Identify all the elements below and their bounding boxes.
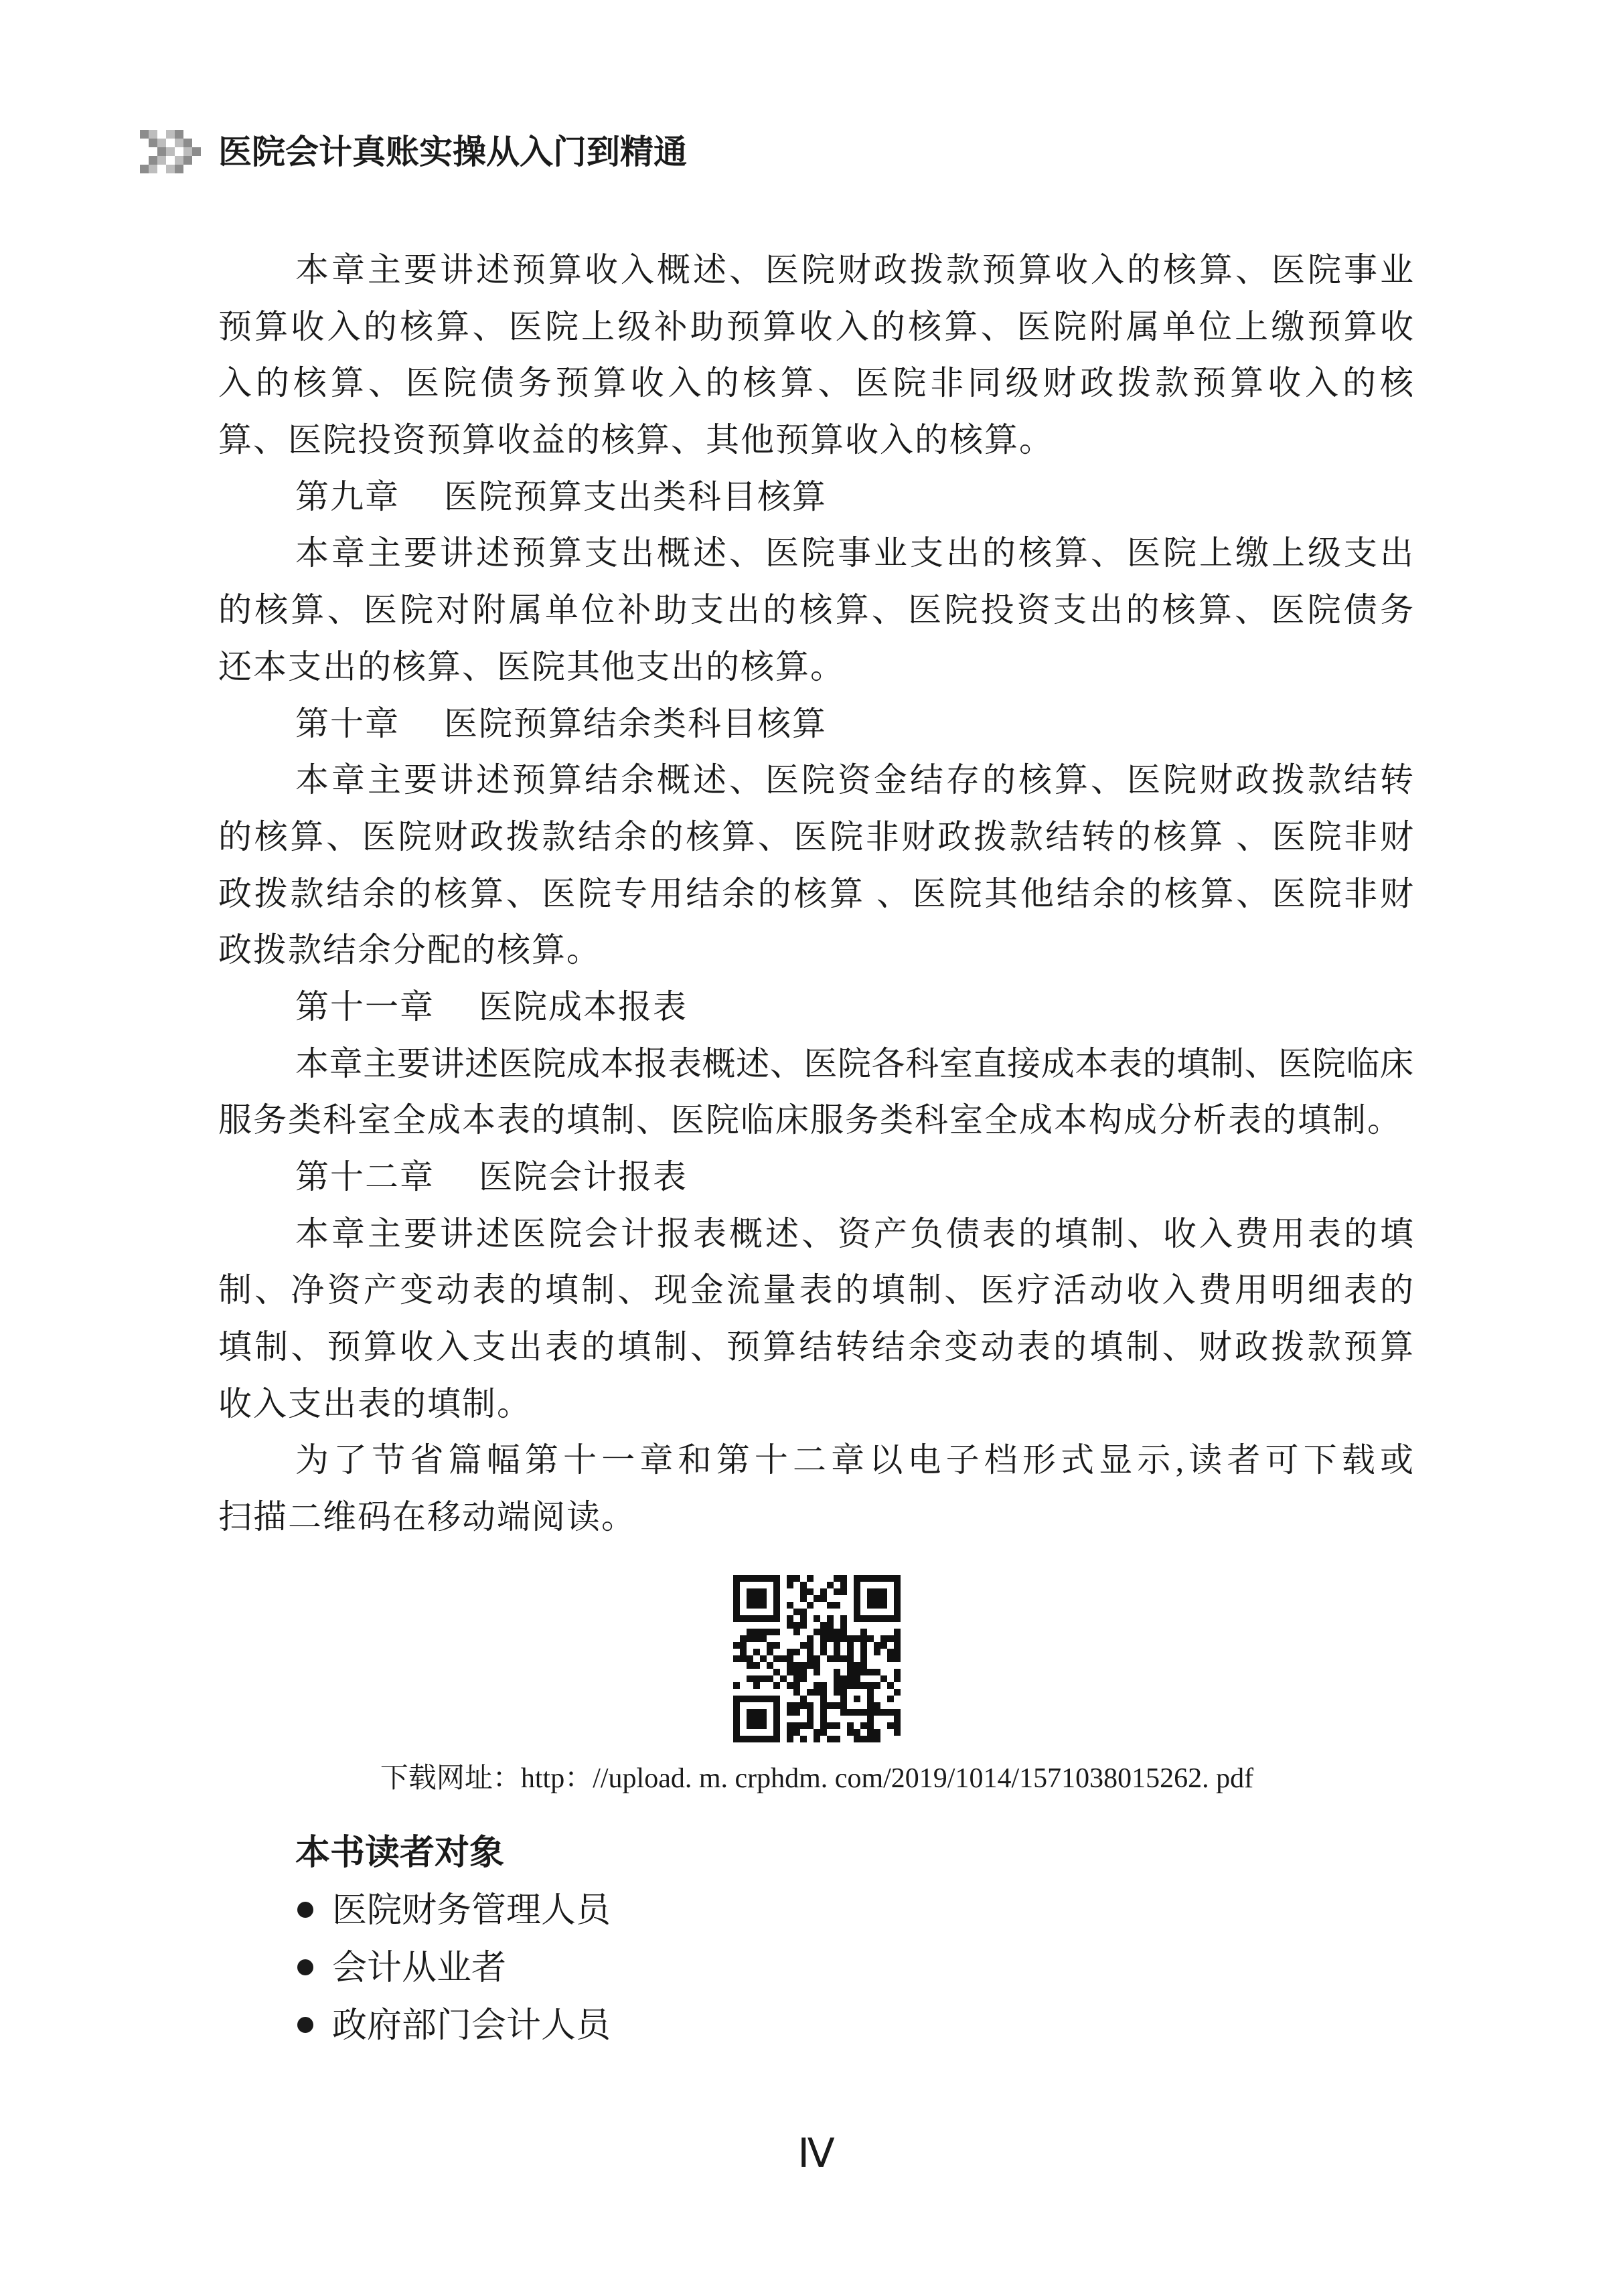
paragraph-line: 本章主要讲述预算收入概述、医院财政拨款预算收入的核算、医院事业 [295, 251, 1413, 289]
list-item-label: 政府部门会计人员 [332, 2006, 611, 2045]
chapter-heading [218, 979, 1413, 1036]
chapter-number: 第十一章 [295, 987, 435, 1026]
paragraph-line: 本章主要讲述预算支出概述、医院事业支出的核算、医院上缴上级支出 [295, 534, 1413, 572]
chapter-heading [218, 1149, 1413, 1206]
list-item-label: 会计从业者 [332, 1949, 507, 1987]
chapter-heading [218, 695, 1413, 752]
chapter-title: 医院会计报表 [479, 1158, 688, 1196]
paragraph-line: 扫描二维码在移动端阅读。 [218, 1498, 636, 1536]
chapter-title: 医院成本报表 [479, 987, 688, 1026]
page-number: Ⅳ [797, 2130, 835, 2177]
paragraph-line: 政拨款结余分配的核算。 [218, 931, 601, 969]
paragraph-line: 为了节省篇幅第十一章和第十二章以电子档形式显示,读者可下载或 [295, 1441, 1413, 1479]
double-chevron-icon [140, 130, 201, 173]
chapter-number: 第九章 [295, 477, 400, 515]
download-url-caption: 下载网址：http：//upload. m. crphdm. com/2019/1014/1571038015262. pdf [380, 1763, 1254, 1794]
paragraph-line: 算、医院投资预算收益的核算、其他预算收入的核算。 [218, 421, 1054, 459]
paragraph-line: 制、净资产变动表的填制、现金流量表的填制、医疗活动收入费用明细表的 [218, 1271, 1413, 1309]
body-text [218, 242, 1413, 1546]
chapter-number: 第十二章 [295, 1158, 435, 1196]
paragraph-line: 服务类科室全成本表的填制、医院临床服务类科室全成本构成分析表的填制。 [218, 1101, 1402, 1139]
chapter-title: 医院预算结余类科目核算 [444, 704, 827, 742]
chapter-heading [218, 469, 1413, 525]
paragraph-line: 本章主要讲述医院成本报表概述、医院各科室直接成本表的填制、医院临床 [295, 1044, 1413, 1082]
paragraph-line: 入的核算、医院债务预算收入的核算、医院非同级财政拨款预算收入的核 [218, 364, 1413, 402]
list-item [295, 1882, 1099, 1939]
chapter-number: 第十章 [295, 704, 400, 742]
audience-section [295, 1824, 1099, 2054]
paragraph-line: 收入支出表的填制。 [218, 1384, 532, 1422]
paragraph-line: 本章主要讲述医院会计报表概述、资产负债表的填制、收入费用表的填 [295, 1214, 1413, 1252]
bullet-icon [297, 1959, 313, 1975]
running-header-title: 医院会计真账实操从入门到精通 [218, 133, 687, 171]
paragraph-line: 的核算、医院对附属单位补助支出的核算、医院投资支出的核算、医院债务 [218, 591, 1413, 629]
paragraph-line: 的核算、医院财政拨款结余的核算、医院非财政拨款结转的核算 、医院非财 [218, 817, 1413, 855]
list-item-label: 医院财务管理人员 [332, 1891, 611, 1930]
bullet-icon [297, 2017, 313, 2033]
audience-heading: 本书读者对象 [295, 1833, 505, 1872]
chapter-title: 医院预算支出类科目核算 [444, 477, 827, 515]
list-item [295, 1997, 1099, 2054]
list-item [295, 1939, 1099, 1997]
paragraph-line: 填制、预算收入支出表的填制、预算结转结余变动表的填制、财政拨款预算 [218, 1328, 1413, 1366]
paragraph-line: 预算收入的核算、医院上级补助预算收入的核算、医院附属单位上缴预算收 [218, 307, 1413, 345]
paragraph-line: 政拨款结余的核算、医院专用结余的核算 、医院其他结余的核算、医院非财 [218, 874, 1413, 912]
paragraph-line: 还本支出的核算、医院其他支出的核算。 [218, 647, 845, 685]
paragraph-line: 本章主要讲述预算结余概述、医院资金结存的核算、医院财政拨款结转 [295, 761, 1413, 799]
qr-code [733, 1575, 901, 1742]
bullet-icon [297, 1902, 313, 1918]
